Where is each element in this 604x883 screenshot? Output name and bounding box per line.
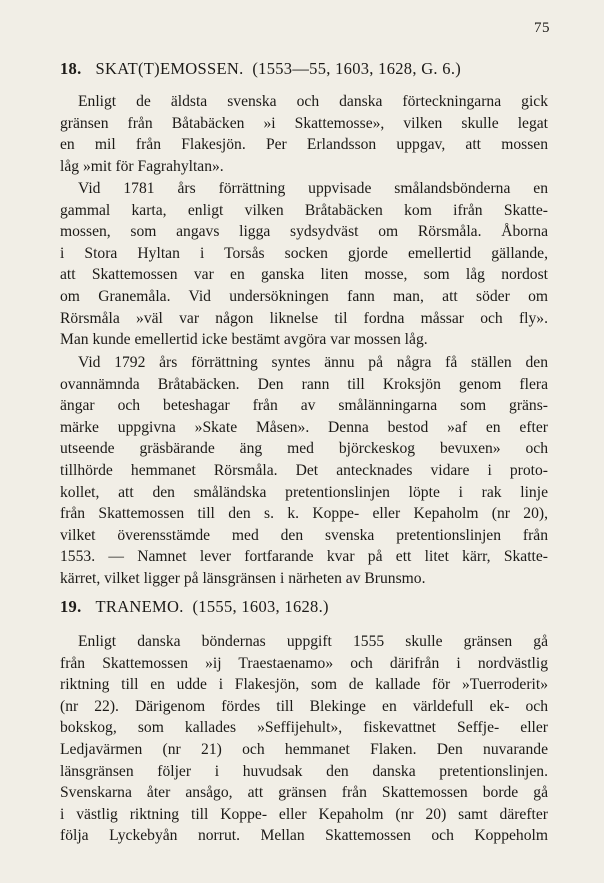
text-line: Svenskarna åter ansågo, att gränsen från Skattemossen borde gå	[60, 784, 548, 802]
text-line: märke uppgivna »Skate Måsen». Denna bestod »af en efter	[60, 418, 548, 436]
text-line: låg »mit för Fagrahyltan».	[60, 157, 224, 175]
text-line: Vid 1781 års förrättning uppvisade smålandsbönderna en	[78, 180, 548, 197]
section-years: (1555, 1603, 1628.)	[192, 597, 329, 616]
text-line: utseende gräsbärande äng med björckeskog bevuxen» och	[60, 440, 548, 458]
text-line: vilket överensstämde med den svenska pretentionslinjen från	[60, 526, 548, 544]
text-line: att Skattemossen var en ganska liten mosse, som låg nordost	[60, 266, 548, 284]
section-number: 18.	[60, 59, 82, 78]
text-line: Enligt danska böndernas uppgift 1555 skulle gränsen gå	[78, 633, 548, 650]
text-line: från Skattemossen till den s. k. Koppe- eller Kepaholm (nr 20),	[60, 505, 548, 523]
text-line: tillhörde hemmanet Rörsmåla. Det antecknades vidare i proto-	[60, 461, 548, 479]
text-line: kärret, vilket ligger på länsgränsen i närheten av Brunsmo.	[60, 569, 426, 587]
text-line: ängar och beteshagar från av smålänningarna som gräns-	[60, 397, 548, 415]
text-line: riktning till en udde i Flakesjön, som de kallade för »Tuerroderit»	[60, 676, 548, 694]
paragraph	[60, 91, 548, 177]
text-line: gammal karta, enligt vilken Bråtabäcken kom ifrån Skatte-	[60, 201, 548, 219]
paragraph	[60, 631, 548, 847]
text-line: ovannämnda Bråtabäcken. Den rann till Kroksjön genom flera	[60, 375, 548, 393]
text-line: i Stora Hyltan i Torsås socken gjorde emellertid gällande,	[60, 244, 548, 262]
text-line: följa Lyckebyån norrut. Mellan Skattemossen och Koppeholm	[60, 827, 548, 845]
section-heading-19	[60, 597, 560, 617]
section-title: TRANEMO.	[95, 597, 184, 616]
text-line: från Skattemossen »ij Traestaenamo» och därifrån i nordvästlig	[60, 654, 548, 672]
section-heading-18	[60, 59, 560, 79]
text-line: bokskog, som kallades »Seffijehult», fiskevattnet Seffje- eller	[60, 719, 548, 737]
text-line: (nr 22). Därigenom fördes till Blekinge en världefull ek- och	[60, 697, 548, 715]
section-years: (1553—55, 1603, 1628, G. 6.)	[252, 59, 462, 78]
text-line: 1553. — Namnet lever fortfarande kvar på ett litet kärr, Skatte-	[60, 548, 548, 566]
text-line: Rörsmåla »väl var någon liknelse til fordna måssar och fly».	[60, 309, 548, 327]
text-line: Man kunde emellertid icke bestämt avgöra var mossen låg.	[60, 331, 428, 349]
text-line: länsgränsen följer i huvudsak den danska pretentionslinjen.	[60, 762, 548, 780]
text-line: Enligt de äldsta svenska och danska förteckningarna gick	[78, 93, 548, 110]
text-line: en mil från Flakesjön. Per Erlandsson uppgav, att mossen	[60, 136, 548, 154]
paragraph	[60, 352, 548, 590]
text-line: Vid 1792 års förrättning syntes ännu på några få ställen den	[78, 354, 548, 371]
text-line: gränsen från Båtabäcken »i Skattemosse», vilken skulle legat	[60, 114, 548, 132]
text-line: i västlig riktning till Koppe- eller Kepaholm (nr 20) samt därefter	[60, 805, 548, 823]
text-line: mossen, som angavs ligga sydsydväst om Rörsmåla. Åborna	[60, 223, 548, 241]
page-number: 75	[534, 20, 550, 36]
text-line: Ledjavärmen (nr 21) och hemmanet Flaken. Den nuvarande	[60, 740, 548, 758]
section-title: SKAT(T)EMOSSEN.	[95, 59, 244, 78]
text-line: om Granemåla. Vid undersökningen fann man, att söder om	[60, 287, 548, 305]
paragraph	[60, 178, 548, 351]
text-line: kollet, att den småländska pretentionslinjen löpte i rak linje	[60, 483, 548, 501]
section-number: 19.	[60, 597, 82, 616]
